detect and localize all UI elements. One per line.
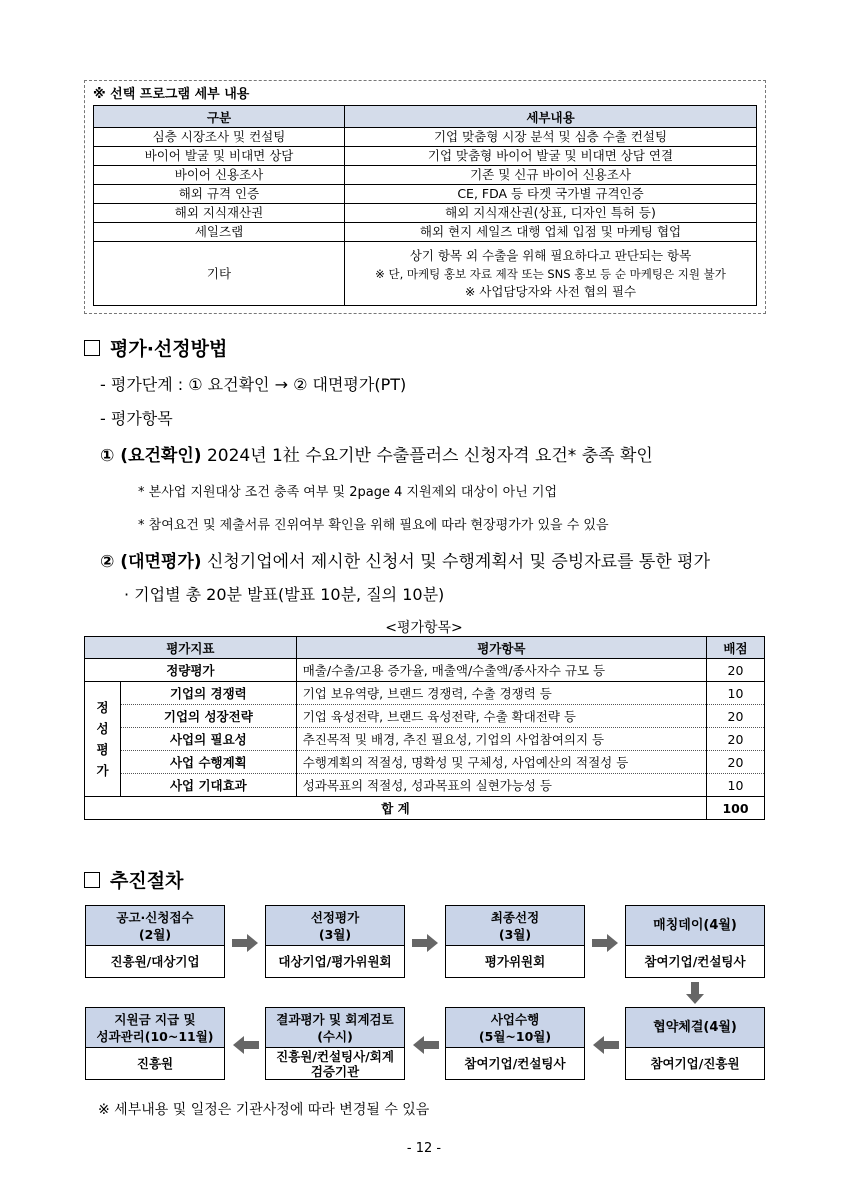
process-heading-text: 추진절차 [110, 870, 184, 892]
eval-header-indicator: 평가지표 [85, 637, 297, 659]
program-category: 세일즈랩 [94, 223, 345, 242]
evaluation-step2-text: 신청기업에서 제시한 신청서 및 수행계획서 및 증빙자료를 통한 평가 [206, 552, 710, 572]
program-detail-other [345, 242, 757, 306]
flow-step-title [86, 1008, 224, 1048]
program-category: 해외 규격 인증 [94, 185, 345, 204]
program-detail: 기존 및 신규 바이어 신용조사 [345, 166, 757, 185]
table-row [94, 128, 757, 147]
flow-step-title [446, 1008, 584, 1048]
program-header-detail: 세부내용 [345, 106, 757, 128]
program-table-header [94, 106, 757, 128]
evaluation-step2-label: ② (대면평가) [100, 552, 202, 572]
evaluation-heading [84, 334, 227, 361]
flow-step-title-line: 결과평가 및 회계검토 [276, 1011, 394, 1027]
eval-total-label: 합 계 [85, 797, 707, 820]
flow-step-title-line: 공고·신청접수 [116, 909, 194, 925]
eval-qual-label-text: 정 성 평 가 [96, 700, 109, 778]
flow-step-title-line: (3월) [318, 926, 352, 942]
flow-step-title [86, 906, 224, 946]
flow-step-title [266, 906, 404, 946]
evaluation-stages: - 평가단계 : ① 요건확인 → ② 대면평가(PT) [100, 375, 407, 394]
program-other-line: 상기 항목 외 수출을 위해 필요하다고 판단되는 항목 [409, 247, 692, 263]
eval-item: 매출/수출/고용 증가율, 매출액/수출액/종사자수 규모 등 [296, 659, 706, 682]
flow-step-title-line: 협약체결(4월) [653, 1020, 737, 1035]
flow-step-actor: 대상기업/평가위원회 [278, 954, 392, 969]
table-row [85, 682, 765, 705]
arrow-left-icon [233, 1036, 259, 1054]
arrow-left-icon [413, 1036, 439, 1054]
flow-step-title-line: 성과관리(10~11월) [96, 1028, 214, 1044]
flow-step-actor: 진흥원/컨설팅사/회계검증기관 [276, 1048, 394, 1079]
program-category: 기타 [94, 242, 345, 306]
eval-score: 20 [707, 659, 765, 682]
eval-score: 10 [707, 774, 765, 797]
evaluation-heading-text: 평가·선정방법 [110, 338, 228, 360]
flow-step-title [266, 1008, 404, 1048]
evaluation-step1-text: 2024년 1社 수요기반 수출플러스 신청자격 요건* 충족 확인 [206, 446, 653, 466]
evaluation-step1-note1: * 본사업 지원대상 조건 충족 여부 및 2page 4 지원제외 대상이 아닌 기업 [138, 485, 558, 500]
table-row [94, 185, 757, 204]
evaluation-items-label: - 평가항목 [100, 409, 173, 428]
checkbox-square-icon [84, 340, 100, 356]
evaluation-step1-note2: * 참여요건 및 제출서류 진위여부 확인을 위해 필요에 따라 현장평가가 있을 수 있음 [138, 518, 609, 533]
table-row [85, 751, 765, 774]
program-detail: 기업 맞춤형 바이어 발굴 및 비대면 상담 연결 [345, 147, 757, 166]
program-category: 심층 시장조사 및 컨설팅 [94, 128, 345, 147]
table-row [94, 242, 757, 306]
program-caption: ※ 선택 프로그램 세부 내용 [93, 87, 250, 102]
flow-step-actor: 참여기업/진흥원 [650, 1056, 740, 1071]
program-detail: 기업 맞춤형 시장 분석 및 심층 수출 컨설팅 [345, 128, 757, 147]
eval-total-score: 100 [707, 797, 765, 820]
flow-step-title-line: 선정평가 [310, 909, 360, 925]
flow-step-title-line: 최종선정 [490, 909, 540, 925]
flow-step-title-line: (2월) [138, 926, 172, 942]
program-category: 해외 지식재산권 [94, 204, 345, 223]
table-row [94, 223, 757, 242]
eval-score: 20 [707, 705, 765, 728]
flow-step-6 [445, 1007, 585, 1080]
flow-step-4 [625, 905, 765, 978]
program-category: 바이어 신용조사 [94, 166, 345, 185]
flow-step-5 [625, 1007, 765, 1080]
flow-step-title-line: 사업수행 [490, 1011, 540, 1027]
flow-step-title-line: 지원금 지급 및 [114, 1011, 196, 1027]
eval-item: 기업 육성전략, 브랜드 육성전략, 수출 확대전략 등 [296, 705, 706, 728]
program-detail: 해외 지식재산권(상표, 디자인 특허 등) [345, 204, 757, 223]
table-row [85, 728, 765, 751]
program-category: 바이어 발굴 및 비대면 상담 [94, 147, 345, 166]
eval-score: 10 [707, 682, 765, 705]
flow-step-title-line: (5월~10월) [478, 1028, 552, 1044]
program-other-line: ※ 사업담당자와 사전 협의 필수 [464, 283, 637, 299]
eval-sub-label: 사업 수행계획 [121, 751, 297, 774]
flow-step-actor: 참여기업/컨설팅사 [464, 1056, 566, 1071]
flow-step-8 [85, 1007, 225, 1080]
flow-step-2 [265, 905, 405, 978]
table-row [94, 166, 757, 185]
program-other-line: ※ 단, 마케팅 홍보 자료 제작 또는 SNS 홍보 등 순 마케팅은 지원 불가 [375, 266, 726, 281]
table-row [94, 147, 757, 166]
program-detail: 해외 현지 세일즈 대행 업체 입점 및 마케팅 협업 [345, 223, 757, 242]
eval-quant-label: 정량평가 [85, 659, 297, 682]
eval-sub-label: 기업의 경쟁력 [121, 682, 297, 705]
flow-step-actor: 진흥원/대상기업 [110, 954, 200, 969]
flow-step-actor: 평가위원회 [484, 954, 546, 969]
evaluation-table [84, 636, 765, 820]
flow-step-title [626, 906, 764, 946]
program-table [93, 105, 757, 306]
process-heading [84, 866, 183, 893]
program-detail: CE, FDA 등 타겟 국가별 규격인증 [345, 185, 757, 204]
evaluation-step1-label: ① (요건확인) [100, 446, 202, 466]
page-number: - 12 - [406, 1141, 442, 1156]
arrow-left-icon [593, 1036, 619, 1054]
evaluation-step2-sub: · 기업별 총 20분 발표(발표 10분, 질의 10분) [124, 585, 445, 604]
eval-qual-label [85, 682, 121, 797]
evaluation-table-header [85, 637, 765, 659]
flow-step-1 [85, 905, 225, 978]
eval-sub-label: 사업 기대효과 [121, 774, 297, 797]
flow-step-title-line: (수시) [317, 1028, 353, 1044]
program-header-category: 구분 [94, 106, 345, 128]
eval-item: 추진목적 및 배경, 추진 필요성, 기업의 사업참여의지 등 [296, 728, 706, 751]
flow-step-7 [265, 1007, 405, 1080]
table-row [94, 204, 757, 223]
eval-item: 성과목표의 적절성, 성과목표의 실현가능성 등 [296, 774, 706, 797]
flow-step-3 [445, 905, 585, 978]
flow-step-title [446, 906, 584, 946]
eval-score: 20 [707, 728, 765, 751]
table-row [85, 659, 765, 682]
eval-total-row [85, 797, 765, 820]
program-detail-box [84, 80, 766, 314]
eval-item: 수행계획의 적절성, 명확성 및 구체성, 사업예산의 적절성 등 [296, 751, 706, 774]
flow-step-title-line: (3월) [498, 926, 532, 942]
arrow-down-icon [686, 982, 704, 1004]
table-row [85, 705, 765, 728]
eval-score: 20 [707, 751, 765, 774]
arrow-right-icon [412, 934, 438, 952]
flow-step-actor: 진흥원 [136, 1056, 174, 1071]
evaluation-table-title: <평가항목> [385, 620, 463, 636]
arrow-right-icon [592, 934, 618, 952]
flow-step-title-line: 매칭데이(4월) [653, 918, 737, 933]
eval-header-score: 배점 [707, 637, 765, 659]
table-row [85, 774, 765, 797]
checkbox-square-icon [84, 872, 100, 888]
evaluation-step2 [100, 547, 710, 572]
eval-header-item: 평가항목 [296, 637, 706, 659]
evaluation-step1 [100, 441, 653, 466]
process-footnote: ※ 세부내용 및 일정은 기관사정에 따라 변경될 수 있음 [98, 1102, 430, 1118]
eval-sub-label: 기업의 성장전략 [121, 705, 297, 728]
eval-sub-label: 사업의 필요성 [121, 728, 297, 751]
arrow-right-icon [232, 934, 258, 952]
flow-step-title [626, 1008, 764, 1048]
eval-item: 기업 보유역량, 브랜드 경쟁력, 수출 경쟁력 등 [296, 682, 706, 705]
flow-step-actor: 참여기업/컨설팅사 [644, 954, 746, 969]
